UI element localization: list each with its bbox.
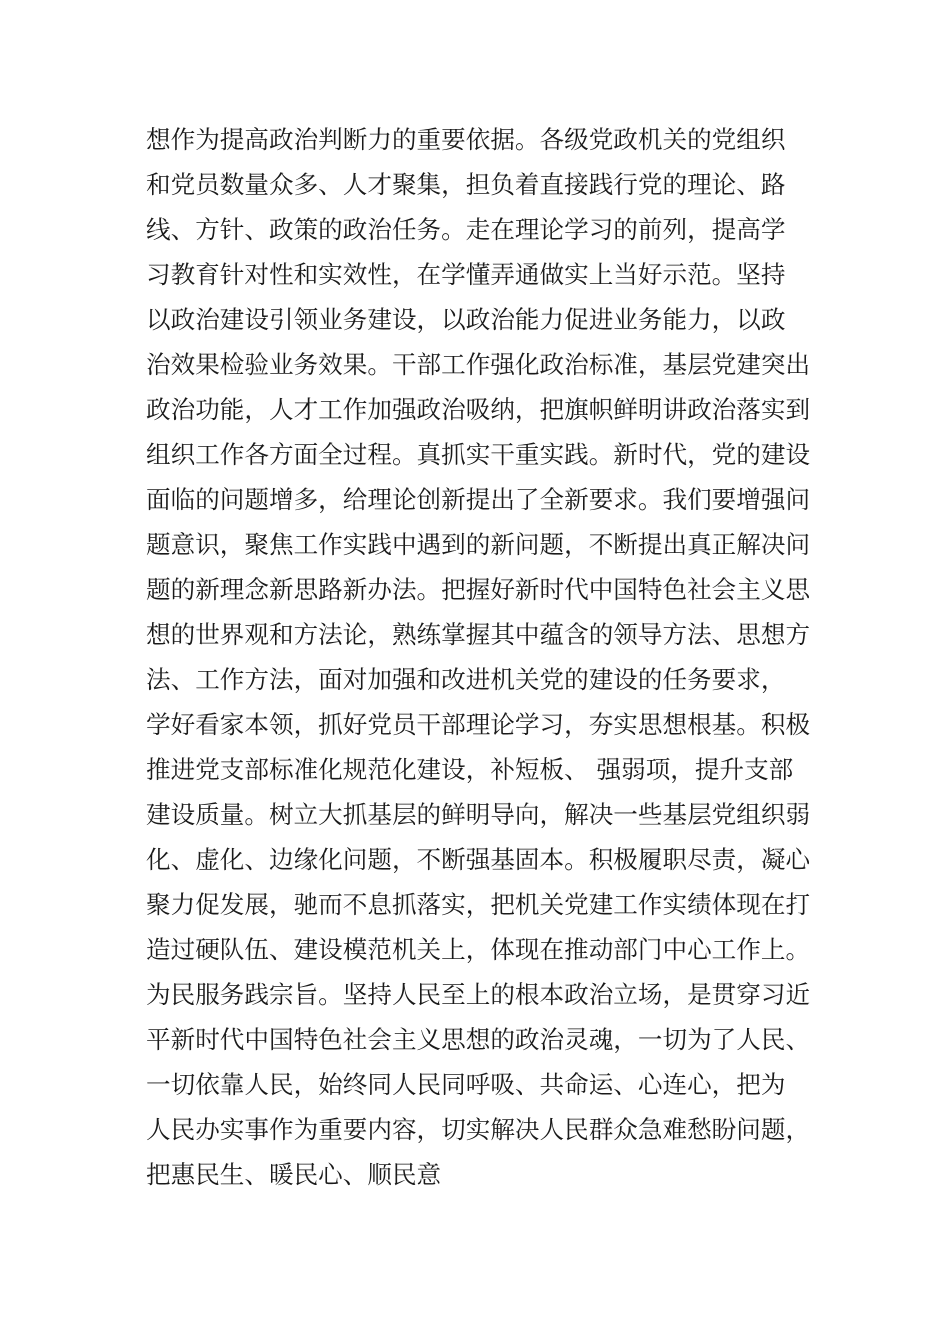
text-line: 想的世界观和方法论，熟练掌握其中蕴含的领导方法、思想方 bbox=[146, 620, 811, 649]
text-line: 题的新理念新思路新办法。把握好新时代中国特色社会主义思 bbox=[146, 575, 811, 604]
text-line: 治效果检验业务效果。干部工作强化政治标准，基层党建突出 bbox=[146, 350, 811, 379]
text-line: 想作为提高政治判断力的重要依据。各级党政机关的党组织 bbox=[146, 125, 786, 154]
text-line: 建设质量。树立大抓基层的鲜明导向，解决一些基层党组织弱 bbox=[146, 800, 811, 829]
text-line: 以政治建设引领业务建设，以政治能力促进业务能力，以政 bbox=[146, 305, 786, 334]
text-line: 推进党支部标准化规范化建设，补短板、 强弱项，提升支部 bbox=[146, 755, 794, 784]
text-line: 聚力促发展，驰而不息抓落实，把机关党建工作实绩体现在打 bbox=[146, 890, 811, 919]
text-line: 和党员数量众多、人才聚集，担负着直接践行党的理论、路 bbox=[146, 170, 786, 199]
text-line: 化、虚化、边缘化问题，不断强基固本。积极履职尽责，凝心 bbox=[146, 845, 811, 874]
text-line: 为民服务践宗旨。坚持人民至上的根本政治立场，是贯穿习近 bbox=[146, 980, 811, 1009]
text-line: 法、工作方法，面对加强和改进机关党的建设的任务要求， bbox=[146, 665, 786, 694]
text-line: 人民办实事作为重要内容，切实解决人民群众急难愁盼问题， bbox=[146, 1115, 811, 1144]
text-line: 学好看家本领，抓好党员干部理论学习，夯实思想根基。积极 bbox=[146, 710, 811, 739]
text-line: 题意识，聚焦工作实践中遇到的新问题，不断提出真正解决问 bbox=[146, 530, 811, 559]
text-line: 习教育针对性和实效性，在学懂弄通做实上当好示范。坚持 bbox=[146, 260, 786, 289]
text-line: 平新时代中国特色社会主义思想的政治灵魂，一切为了人民、 bbox=[146, 1025, 811, 1054]
text-line: 造过硬队伍、建设模范机关上，体现在推动部门中心工作上。 bbox=[146, 935, 811, 964]
body-text bbox=[146, 117, 836, 1197]
text-line: 把惠民生、暖民心、顺民意 bbox=[146, 1160, 442, 1189]
text-line: 一切依靠人民，始终同人民同呼吸、共命运、心连心，把为 bbox=[146, 1070, 786, 1099]
text-line: 线、方针、政策的政治任务。走在理论学习的前列，提高学 bbox=[146, 215, 786, 244]
text-line: 组织工作各方面全过程。真抓实干重实践。新时代，党的建设 bbox=[146, 440, 811, 469]
text-line: 面临的问题增多，给理论创新提出了全新要求。我们要增强问 bbox=[146, 485, 811, 514]
text-line: 政治功能，人才工作加强政治吸纳，把旗帜鲜明讲政治落实到 bbox=[146, 395, 811, 424]
